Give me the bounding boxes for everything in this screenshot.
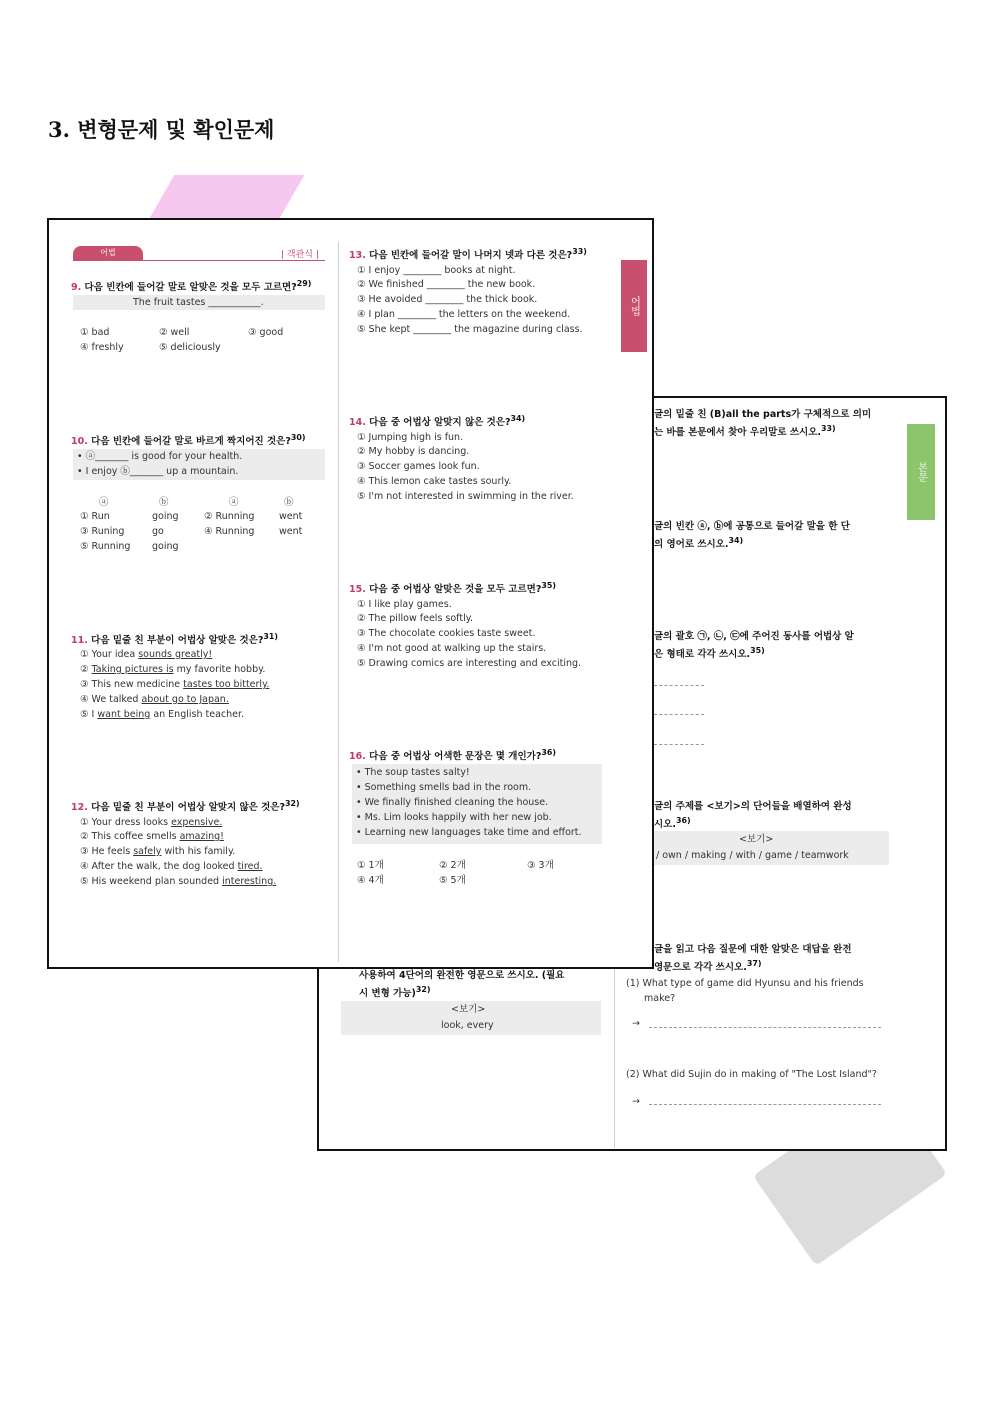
q12-option-1: ① Your dress looks expensive. (80, 817, 223, 828)
q16-option: ② 2개 (439, 860, 466, 871)
q16-option: ① 1개 (357, 860, 384, 871)
q11-option-3: ③ This new medicine tastes too bitterly. (80, 679, 270, 690)
arrow-icon: → (632, 1018, 640, 1029)
q16-option: ④ 4개 (357, 875, 384, 886)
q12-option-5: ⑤ His weekend plan sounded interesting. (80, 876, 277, 887)
page-heading: 3. 변형문제 및 확인문제 (48, 117, 275, 142)
header-rule (73, 260, 325, 261)
side-label-green: 본문 (907, 424, 935, 520)
q10-option: went (279, 511, 303, 522)
answer-line (654, 714, 704, 715)
q14-option: ④ This lemon cake tastes sourly. (357, 476, 512, 487)
q14-option: ① Jumping high is fun. (357, 432, 464, 443)
q11-option-5: ⑤ I want being an English teacher. (80, 709, 245, 720)
q10-option: going (152, 511, 179, 522)
arrow-icon: → (632, 1096, 640, 1107)
q9-option: ① bad (80, 327, 110, 338)
answer-line (649, 1027, 881, 1028)
back-q36-line1: 글의 주제를 <보기>의 단어들을 배열하여 완성 (654, 801, 852, 812)
q11-option-1: ① Your idea sounds greatly! (80, 649, 213, 660)
back-q34-line2: 의 영어로 쓰시오.$^{34)}$ (654, 536, 744, 551)
back-q36-line2: 시오.$^{36)}$ (654, 816, 691, 831)
section-tab: 어법 (73, 246, 143, 260)
front-page (47, 218, 654, 969)
back-q37-sub2: (2) What did Sujin do in making of "The Lost Island"? (626, 1069, 877, 1080)
q13-option: ② We finished ________ the new book. (357, 279, 536, 290)
q10-option: going (152, 541, 179, 552)
q14-option: ② My hobby is dancing. (357, 446, 470, 457)
back-q34-line1: 글의 빈칸 ⓐ, ⓑ에 공통으로 들어갈 말을 한 단 (654, 521, 850, 532)
q10-option: go (152, 526, 164, 537)
q9-option: ⑤ deliciously (159, 342, 221, 353)
back-left-bogi-title: <보기> (451, 1004, 486, 1015)
q13-option: ④ I plan ________ the letters on the weekend. (357, 309, 571, 320)
back-q35-line1: 글의 괄호 ㉠, ㉡, ㉢에 주어진 동사를 어법상 알 (654, 631, 854, 642)
answer-line (649, 1104, 881, 1105)
back-q37-sub1-line1: (1) What type of game did Hyunsu and his friends (626, 978, 864, 989)
q15-option: ② The pillow feels softly. (357, 613, 474, 624)
q16-box-line: • The soup tastes salty! (356, 767, 470, 778)
q10-col-head: ⓐ (229, 497, 239, 508)
q15-option: ④ I'm not good at walking up the stairs. (357, 643, 547, 654)
back-q32-line2: 시 변형 가능)$^{32)}$ (359, 985, 431, 1000)
q16-option: ⑤ 5개 (439, 875, 466, 886)
q12-option-2: ② This coffee smells amazing! (80, 831, 224, 842)
answer-line (654, 744, 704, 745)
q12-option-4: ④ After the walk, the dog looked tired. (80, 861, 263, 872)
question-16: 16. 다음 중 어법상 어색한 문장은 몇 개인가?$^{36)}$ (349, 748, 556, 763)
q16-box-line: • Ms. Lim looks happily with her new job. (356, 812, 552, 823)
back-q33-line1: 글의 밑줄 친 (B)all the parts가 구체적으로 의미 (654, 409, 872, 420)
q10-col-head: ⓑ (159, 497, 169, 508)
question-14: 14. 다음 중 어법상 알맞지 않은 것은?$^{34)}$ (349, 414, 526, 429)
q10-col-head: ⓑ (284, 497, 294, 508)
question-11: 11. 다음 밑줄 친 부분이 어법상 알맞은 것은?$^{31)}$ (71, 632, 278, 647)
back-q33-line2: 는 바를 본문에서 찾아 우리말로 쓰시오.$^{33)}$ (654, 424, 836, 439)
q11-option-2: ② Taking pictures is my favorite hobby. (80, 664, 266, 675)
question-10: 10. 다음 빈칸에 들어갈 말로 바르게 짝지어진 것은?$^{30)}$ (71, 433, 306, 448)
back-divider (614, 958, 615, 1148)
q16-option: ③ 3개 (527, 860, 554, 871)
q10-option: ④ Running (204, 526, 255, 537)
q9-option: ③ good (248, 327, 284, 338)
back-bogi-title: <보기> (739, 834, 774, 845)
q10-option: ① Run (80, 511, 110, 522)
back-q32-line1: 사용하여 4단어의 완전한 영문으로 쓰시오. (필요 (359, 970, 565, 981)
answer-line (654, 685, 704, 686)
q15-option: ① I like play games. (357, 599, 452, 610)
q13-option: ③ He avoided ________ the thick book. (357, 294, 538, 305)
q16-box-line: • We finally finished cleaning the house. (356, 797, 549, 808)
q10-box-line: • ⓐ_______ is good for your health. (77, 451, 243, 462)
back-q35-line2: 은 형태로 각각 쓰시오.$^{35)}$ (654, 646, 765, 661)
question-15: 15. 다음 중 어법상 알맞은 것을 모두 고르면?$^{35)}$ (349, 581, 556, 596)
q10-option: went (279, 526, 303, 537)
q10-option: ② Running (204, 511, 255, 522)
back-q37-line2: 영문으로 각각 쓰시오.$^{37)}$ (654, 959, 762, 974)
front-divider (338, 242, 339, 962)
back-left-bogi-words: look, every (441, 1020, 494, 1031)
q12-option-3: ③ He feels safely with his family. (80, 846, 236, 857)
question-12: 12. 다음 밑줄 친 부분이 어법상 알맞지 않은 것은?$^{32)}$ (71, 799, 300, 814)
section-type-label: | 객관식 | (281, 250, 319, 260)
q14-option: ③ Soccer games look fun. (357, 461, 480, 472)
q13-option: ⑤ She kept ________ the magazine during class. (357, 324, 583, 335)
back-q37-line1: 글을 읽고 다음 질문에 대한 알맞은 대답을 완전 (654, 944, 852, 955)
q14-option: ⑤ I'm not interested in swimming in the river. (357, 491, 574, 502)
q15-option: ⑤ Drawing comics are interesting and exciting. (357, 658, 582, 669)
q11-option-4: ④ We talked about go to Japan. (80, 694, 229, 705)
q10-col-head: ⓐ (99, 497, 109, 508)
q9-option: ② well (159, 327, 190, 338)
q16-box-line: • Learning new languages take time and effort. (356, 827, 582, 838)
q16-box-line: • Something smells bad in the room. (356, 782, 532, 793)
q13-option: ① I enjoy ________ books at night. (357, 265, 516, 276)
q9-box-text: The fruit tastes ___________. (133, 297, 264, 308)
back-q37-sub1-line2: make? (644, 993, 676, 1004)
q9-option: ④ freshly (80, 342, 124, 353)
q10-option: ③ Runing (80, 526, 125, 537)
back-bogi-words: / own / making / with / game / teamwork (656, 850, 849, 861)
q10-box-line: • I enjoy ⓑ_______ up a mountain. (77, 466, 239, 477)
side-label-red: 어법 (621, 260, 647, 352)
q15-option: ③ The chocolate cookies taste sweet. (357, 628, 536, 639)
q10-option: ⑤ Running (80, 541, 131, 552)
question-13: 13. 다음 빈칸에 들어갈 말이 나머지 넷과 다른 것은?$^{33)}$ (349, 247, 587, 262)
question-9: 9. 다음 빈칸에 들어갈 말로 알맞은 것을 모두 고르면?$^{29)}$ (71, 279, 312, 294)
